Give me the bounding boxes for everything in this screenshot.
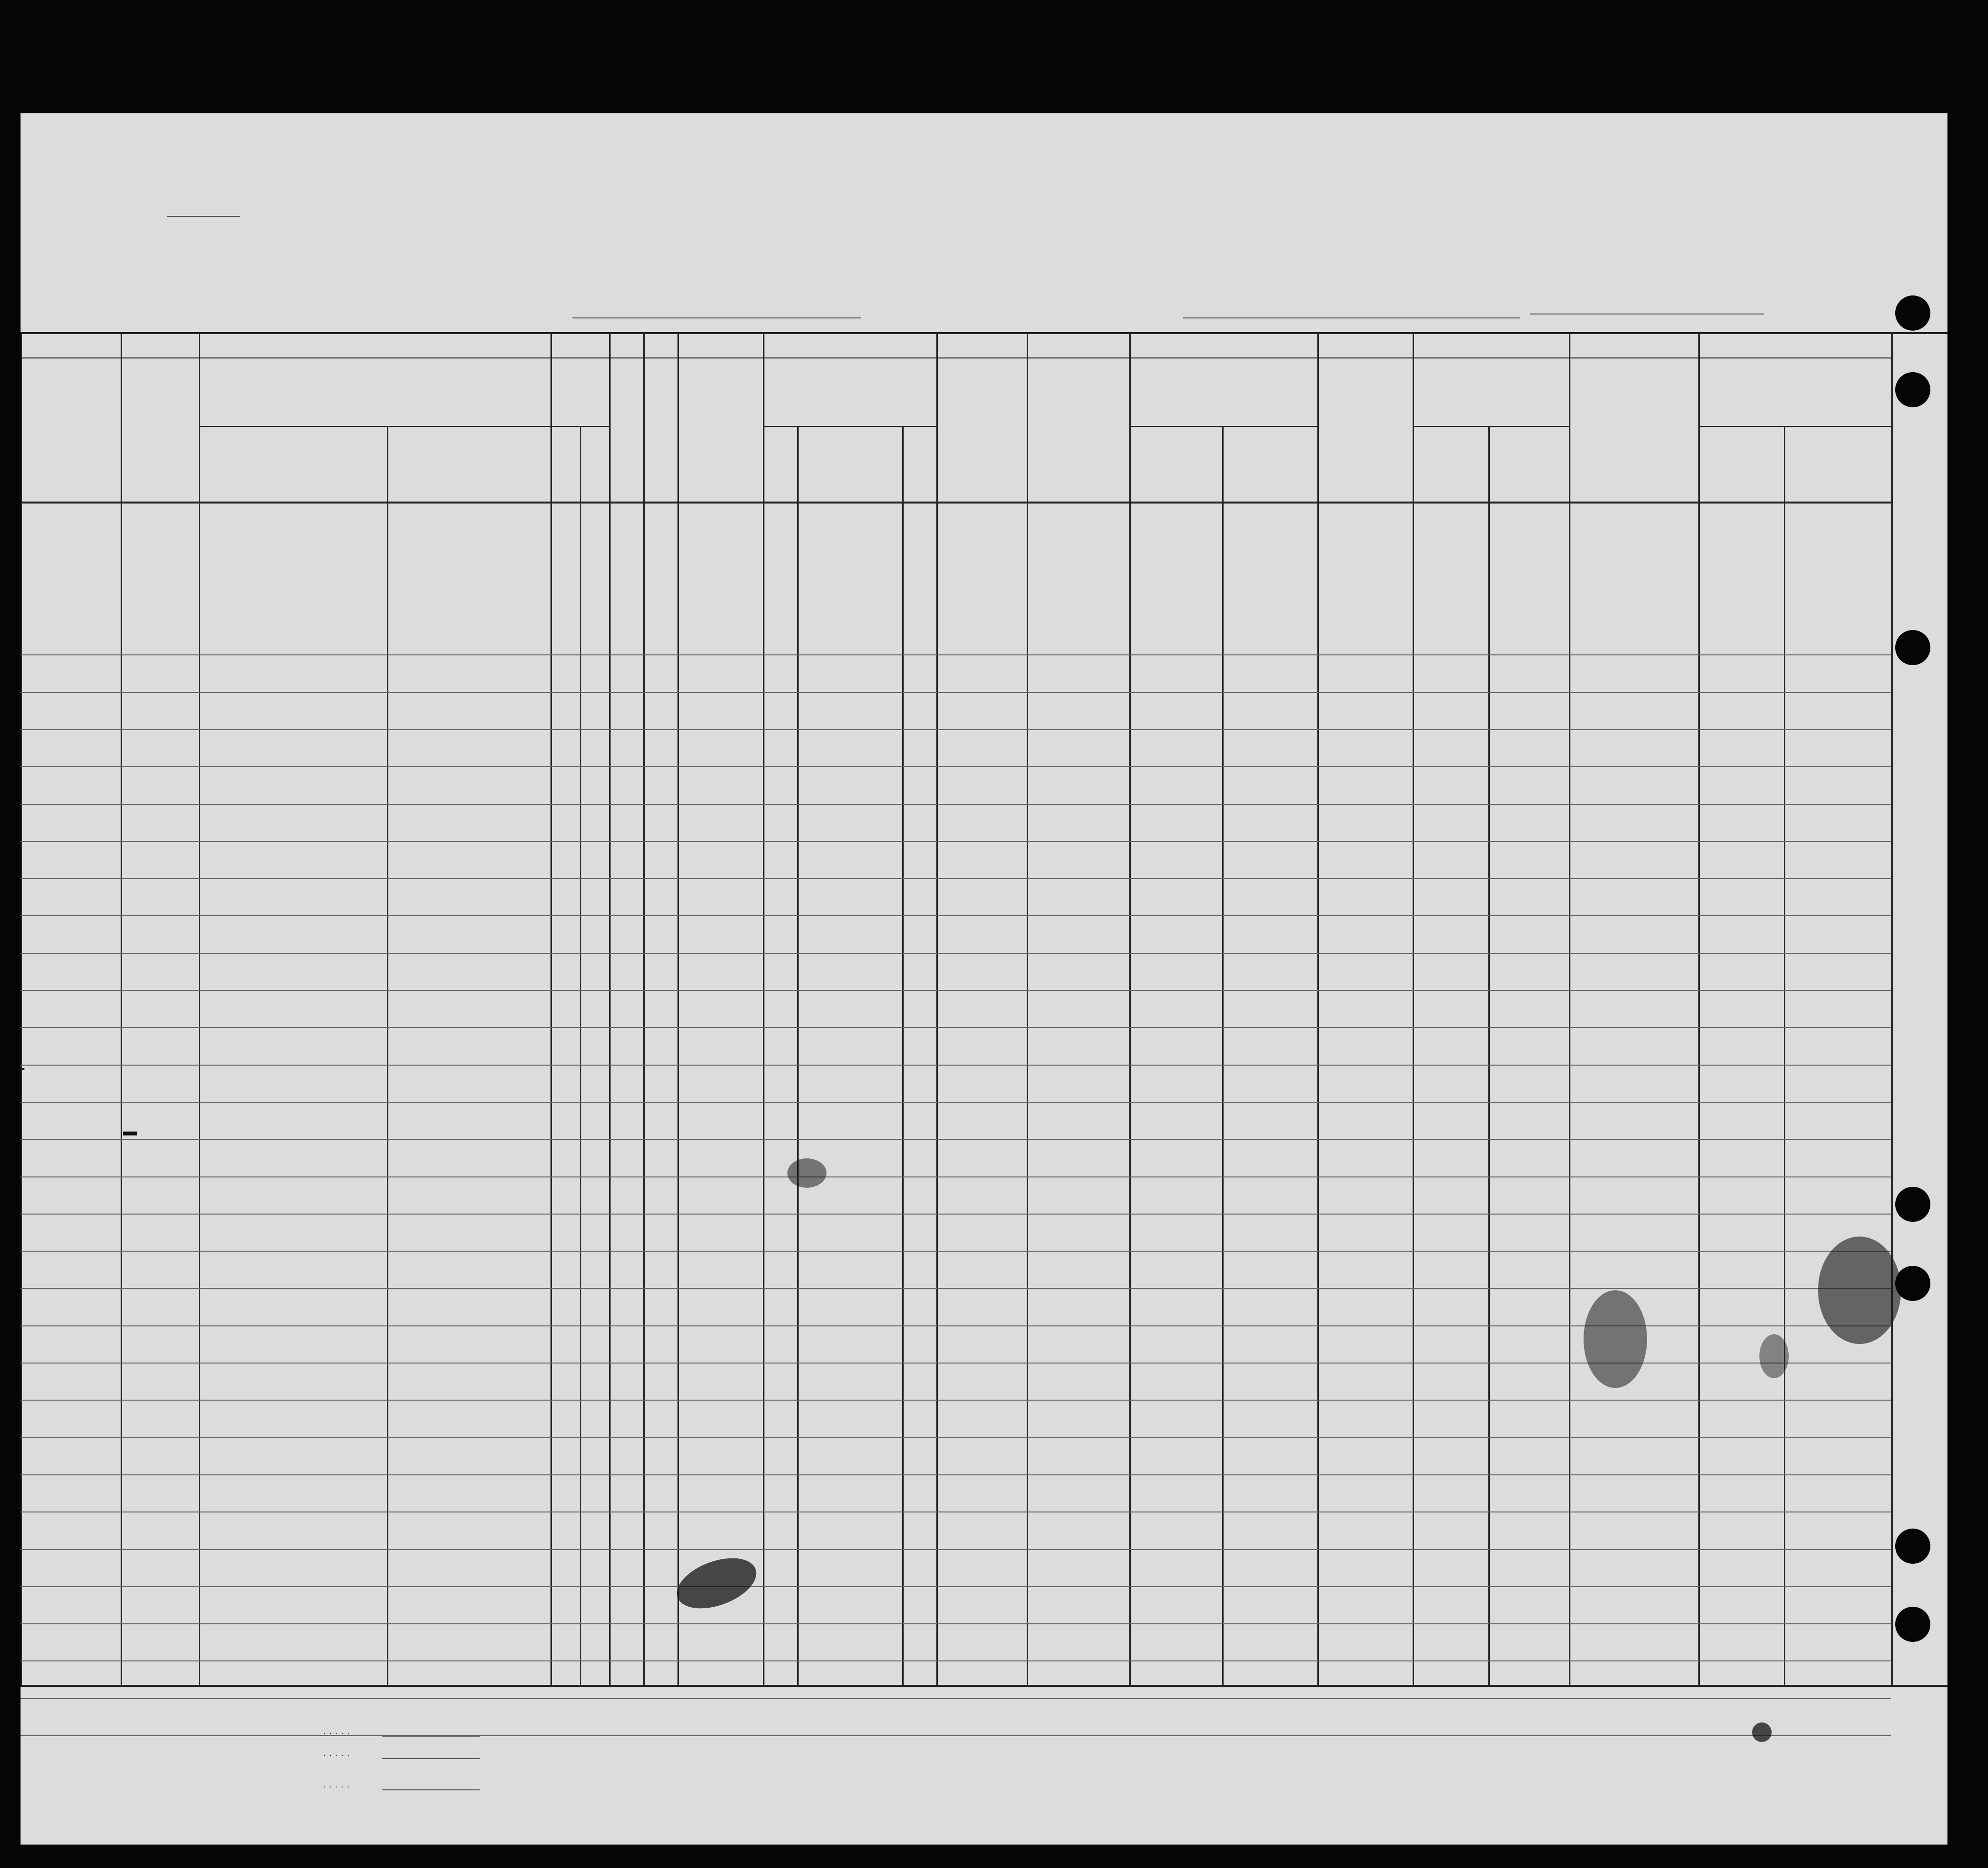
grid-sub-col-line — [387, 426, 388, 1685]
binder-hole-6 — [1895, 1529, 1930, 1564]
birth-sub-rule — [1129, 426, 1317, 427]
row-rule — [21, 1400, 1891, 1401]
grid-col-line — [121, 332, 122, 1685]
grid-col-line — [1129, 332, 1131, 1685]
list-line — [167, 216, 240, 217]
binder-hole-7 — [1895, 1607, 1930, 1642]
row-rule — [21, 915, 1891, 916]
date-line — [1530, 314, 1764, 315]
ink-stain-5 — [787, 1158, 826, 1188]
footer-line-3 — [382, 1789, 480, 1790]
row-rule — [21, 1102, 1891, 1103]
res-sub-rule — [1698, 426, 1891, 427]
grid-col-line — [643, 332, 645, 1685]
ink-stain-1 — [670, 1549, 763, 1618]
header-bottom-rule — [21, 502, 1891, 504]
age-sub-rule — [550, 426, 609, 427]
admitted-stamp — [21, 1068, 24, 1070]
binder-hole-2 — [1895, 372, 1930, 407]
ink-stain-6 — [1752, 1722, 1772, 1742]
column-number-rule — [21, 357, 1891, 358]
row-rule — [21, 804, 1891, 805]
grid-col-line — [550, 332, 552, 1685]
row-rule — [21, 729, 1891, 730]
row-rule — [21, 1214, 1891, 1215]
grid-sub-col-line — [580, 426, 581, 1685]
table-top-rule — [21, 332, 1947, 334]
row-rule — [21, 1698, 1891, 1699]
ship-line — [572, 317, 861, 318]
row-rule — [21, 692, 1891, 693]
row-rule — [21, 990, 1891, 991]
grid-sub-col-line — [797, 426, 799, 1685]
footer-dots-2: ..... — [323, 1749, 354, 1758]
row-rule — [21, 953, 1891, 954]
grid-col-line — [936, 332, 938, 1685]
footer-rule — [21, 1685, 1947, 1687]
row-rule — [21, 1139, 1891, 1140]
grid-col-line — [1027, 332, 1028, 1685]
footer-line-1 — [382, 1736, 480, 1737]
row-rule — [21, 766, 1891, 767]
grid-sub-col-line — [902, 426, 904, 1685]
row-rule — [21, 1586, 1891, 1587]
row-rule — [21, 654, 1891, 655]
grid-col-line — [199, 332, 200, 1685]
row-rule — [21, 1176, 1891, 1177]
grid-col-line — [1891, 332, 1893, 1685]
row-rule — [21, 1288, 1891, 1289]
row-rule — [21, 1660, 1891, 1661]
footer-line-2 — [382, 1758, 480, 1759]
row-rule — [21, 1735, 1891, 1736]
head-tax-note-dlk — [123, 1132, 137, 1135]
binder-hole-3 — [1895, 630, 1930, 665]
ink-stain-3 — [1818, 1237, 1901, 1344]
row-rule — [21, 1251, 1891, 1252]
row-rule — [21, 1437, 1891, 1438]
grid-sub-col-line — [1784, 426, 1785, 1685]
port-line — [1183, 317, 1520, 318]
grid-col-line — [677, 332, 679, 1685]
grid-col-line — [1413, 332, 1414, 1685]
row-rule — [21, 1027, 1891, 1028]
row-rule — [21, 1474, 1891, 1475]
grid-col-line — [763, 332, 764, 1685]
row-rule — [21, 1065, 1891, 1066]
ink-stain-4 — [1759, 1334, 1789, 1378]
grid-col-line — [21, 332, 22, 1685]
grid-col-line — [609, 332, 611, 1685]
name-sub-rule — [199, 426, 550, 427]
binder-hole-1 — [1895, 295, 1930, 331]
grid-col-line — [1317, 332, 1319, 1685]
binder-hole-5 — [1895, 1266, 1930, 1301]
grid-col-line — [1569, 332, 1570, 1685]
grid-col-line — [1698, 332, 1700, 1685]
ink-stain-2 — [1584, 1290, 1647, 1388]
binder-hole-9 — [1949, 1192, 1988, 1227]
footer-dots-3: ..... — [323, 1781, 354, 1789]
row-rule — [21, 1549, 1891, 1550]
row-rule — [21, 1623, 1891, 1624]
grid-sub-col-line — [1488, 426, 1490, 1685]
row-rule — [21, 841, 1891, 842]
footer-dots-1: ..... — [323, 1727, 354, 1736]
binder-hole-4 — [1895, 1187, 1930, 1222]
able-sub-rule — [763, 426, 936, 427]
binder-hole-8 — [1949, 303, 1988, 338]
grid-sub-col-line — [1222, 426, 1224, 1685]
row-rule — [21, 1511, 1891, 1512]
manifest-sheet — [21, 113, 1947, 1845]
row-rule — [21, 878, 1891, 879]
issued-sub-rule — [1413, 426, 1569, 427]
